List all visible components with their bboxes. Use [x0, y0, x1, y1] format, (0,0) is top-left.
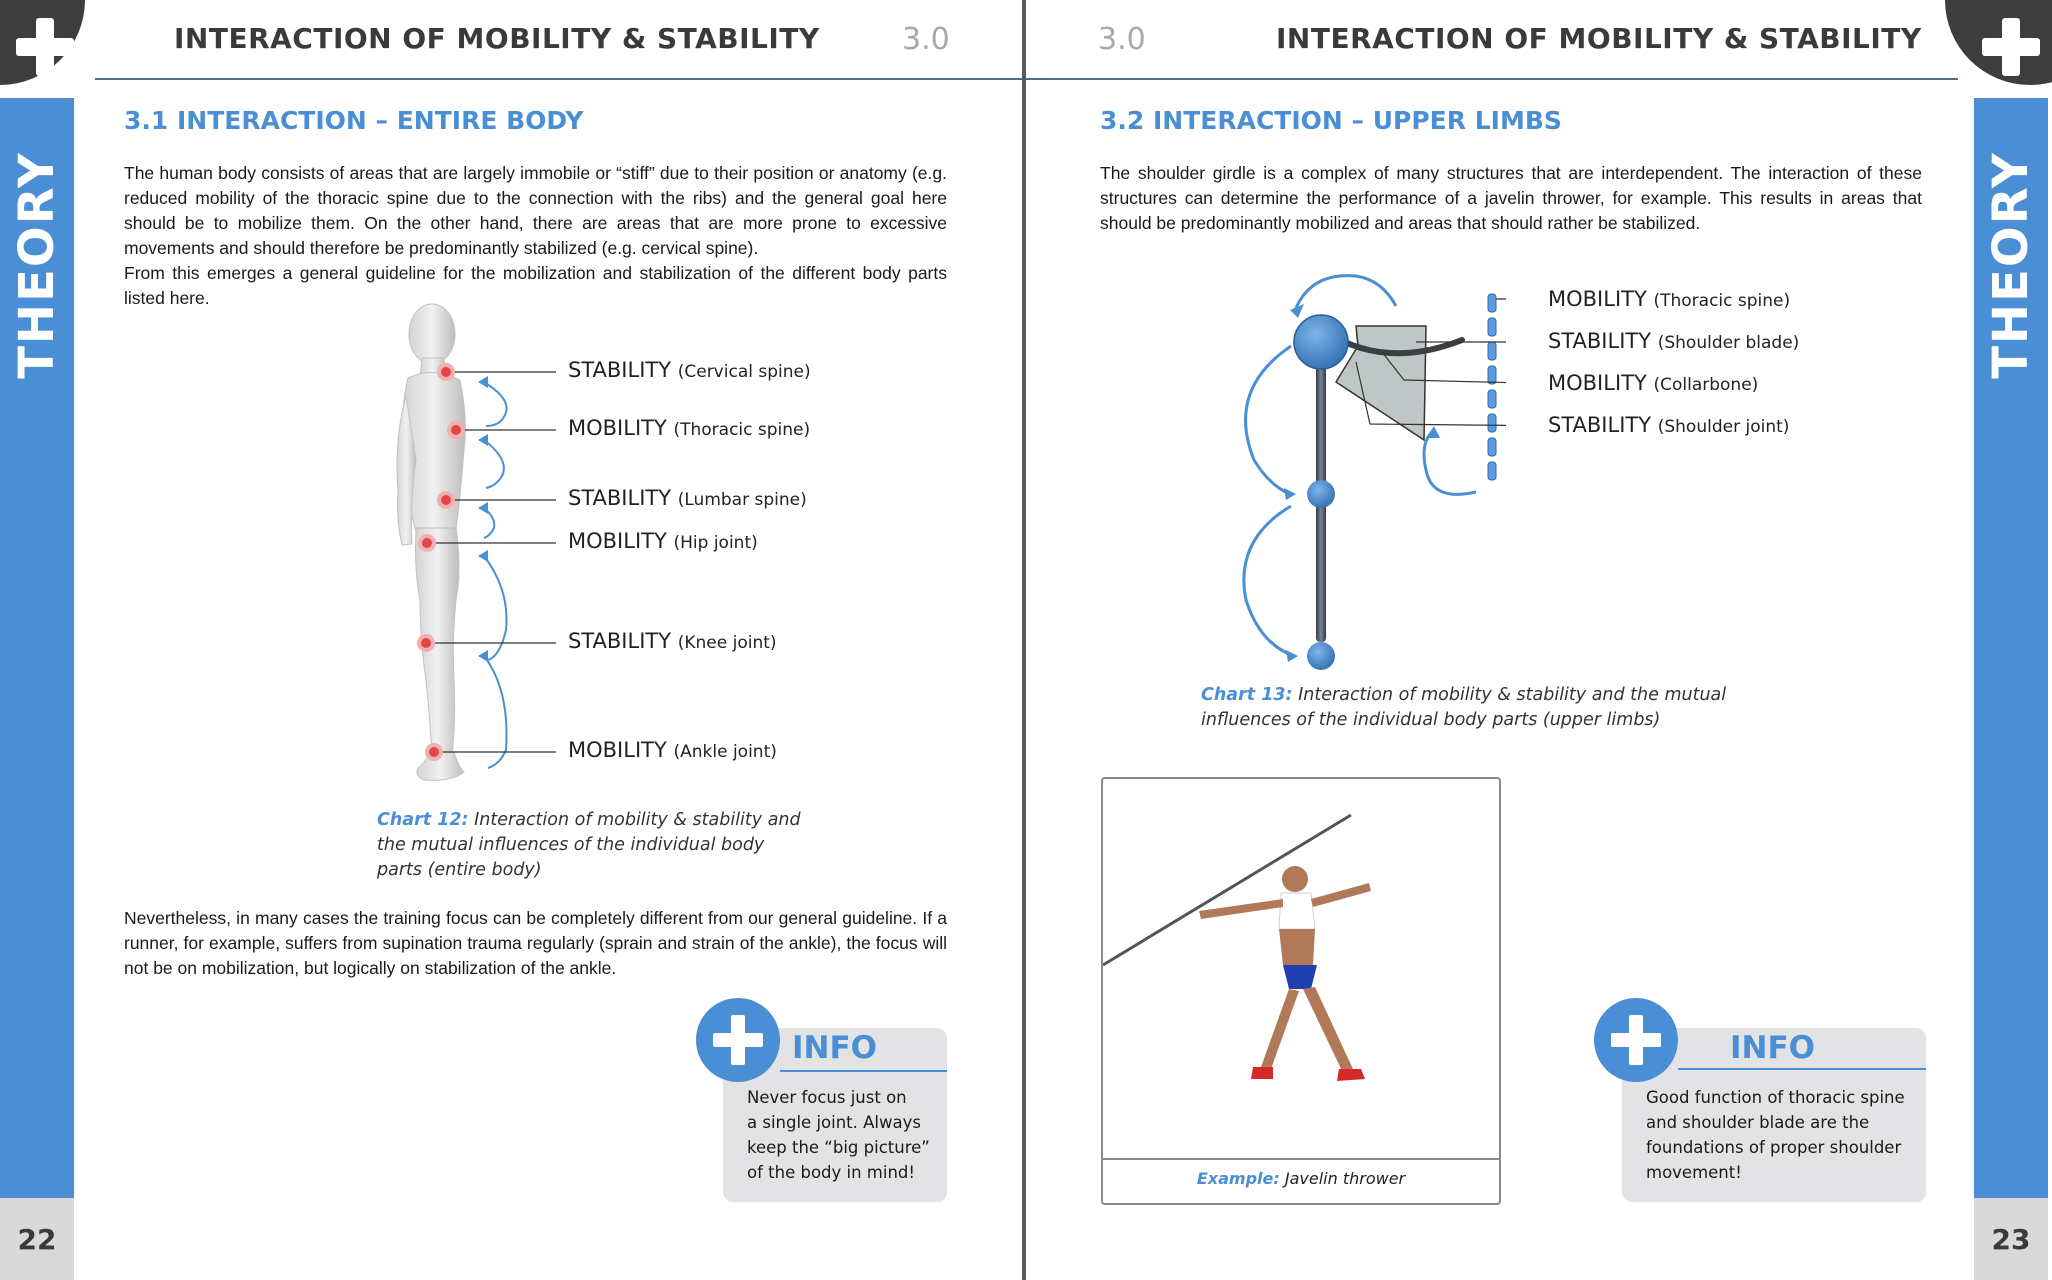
- right-header-rule: [1026, 78, 1958, 80]
- upper-limbs-diagram: [1186, 270, 1506, 680]
- joint-label-cervical: STABILITY (Cervical spine): [568, 358, 811, 382]
- joint-label-ankle: MOBILITY (Ankle joint): [568, 738, 777, 762]
- left-page: [0, 0, 1022, 1280]
- elbow-joint-ball: [1307, 480, 1335, 508]
- chart-13-caption: Chart 13: Interaction of mobility & stability and the mutual influences of the individual body parts (upper limbs): [1201, 685, 1727, 730]
- right-section-title: 3.2 INTERACTION – UPPER LIMBS: [1100, 106, 1562, 135]
- athlete-figure: [1199, 866, 1371, 1081]
- left-side-label: THEORY: [9, 151, 65, 379]
- right-header-number: 3.0: [1098, 22, 1146, 57]
- right-info-text: Good function of thoracic spine and shoulder blade are the foundations of proper shoulder movement!: [1646, 1088, 1905, 1182]
- chart-12-label: Chart 12:: [377, 810, 469, 830]
- left-header-title: INTERACTION OF MOBILITY & STABILITY: [174, 22, 820, 55]
- joint-label-hip: MOBILITY (Hip joint): [568, 529, 758, 553]
- chart-13-label: Chart 13:: [1201, 685, 1293, 705]
- plus-icon: [16, 18, 74, 76]
- joint-label-lumbar: STABILITY (Lumbar spine): [568, 486, 807, 510]
- shoulder-joint-ball: [1294, 315, 1348, 369]
- left-info-rule: [780, 1070, 947, 1072]
- right-page: [1026, 0, 2052, 1280]
- joint-label-thoracic: MOBILITY (Thoracic spine): [568, 416, 811, 440]
- wrist-joint-ball: [1307, 642, 1335, 670]
- javelin-thrower-photo: [1103, 779, 1499, 1159]
- right-info-title: INFO: [1730, 1030, 1816, 1066]
- upper-label-shoulder-blade: STABILITY (Shoulder blade): [1548, 329, 1800, 353]
- plus-icon: [1611, 1015, 1661, 1065]
- example-label: Example:: [1196, 1169, 1280, 1188]
- left-intro-paragraph: The human body consists of areas that are largely immobile or “stiff” due to their position or anatomy (e.g. reduced mobility of the thoracic spine due to the connection with the ribs) and the general goal here should be to mobilize them. On the other hand, there are areas that are more prone to excessive movements and should therefore be predominantly stabilized (e.g. cervical spine).: [124, 163, 947, 258]
- left-section-title: 3.1 INTERACTION – ENTIRE BODY: [124, 106, 584, 135]
- left-header-number: 3.0: [902, 22, 950, 57]
- right-page-number: 23: [1974, 1198, 2048, 1280]
- plus-icon: [713, 1015, 763, 1065]
- right-header-title: INTERACTION OF MOBILITY & STABILITY: [1276, 22, 1922, 55]
- chart-12-caption: Chart 12: Interaction of mobility & stability and the mutual influences of the individual body parts (entire body): [377, 810, 801, 880]
- arrow-heads: [478, 376, 488, 662]
- upper-label-shoulder-joint: STABILITY (Shoulder joint): [1548, 413, 1790, 437]
- left-header-rule: [95, 78, 1022, 80]
- upper-label-thoracic: MOBILITY (Thoracic spine): [1548, 287, 1791, 311]
- photo-caption-divider: [1103, 1158, 1499, 1160]
- upper-label-collarbone: MOBILITY (Collarbone): [1548, 371, 1759, 395]
- left-info-text: Never focus just on a single joint. Always keep the “big picture” of the body in mind!: [747, 1088, 930, 1182]
- left-intro-text: [124, 161, 947, 311]
- plus-icon: [1982, 18, 2040, 76]
- left-page-number: 22: [0, 1198, 74, 1280]
- left-closing-text: Nevertheless, in many cases the training focus can be completely different from our general guideline. If a runner, for example, suffers from supination trauma regularly (sprain and strain of the ankle), the focus will not be on mobilization, but logically on stabilization of the ankle.: [124, 908, 947, 978]
- left-intro-paragraph: From this emerges a general guideline for the mobilization and stabilization of the different body parts listed here.: [124, 263, 947, 308]
- left-info-title: INFO: [792, 1030, 878, 1066]
- right-intro-text: The shoulder girdle is a complex of many structures that are interdependent. The interaction of these structures can determine the performance of a javelin thrower, for example. This results in areas that should be predominantly mobilized and areas that should rather be stabilized.: [1100, 163, 1922, 233]
- joint-label-knee: STABILITY (Knee joint): [568, 629, 777, 653]
- spine-segments: [1488, 294, 1496, 480]
- right-side-label: THEORY: [1983, 151, 2039, 379]
- javelin-photo-caption: Example: Javelin thrower: [1196, 1169, 1406, 1188]
- right-info-rule: [1678, 1068, 1926, 1070]
